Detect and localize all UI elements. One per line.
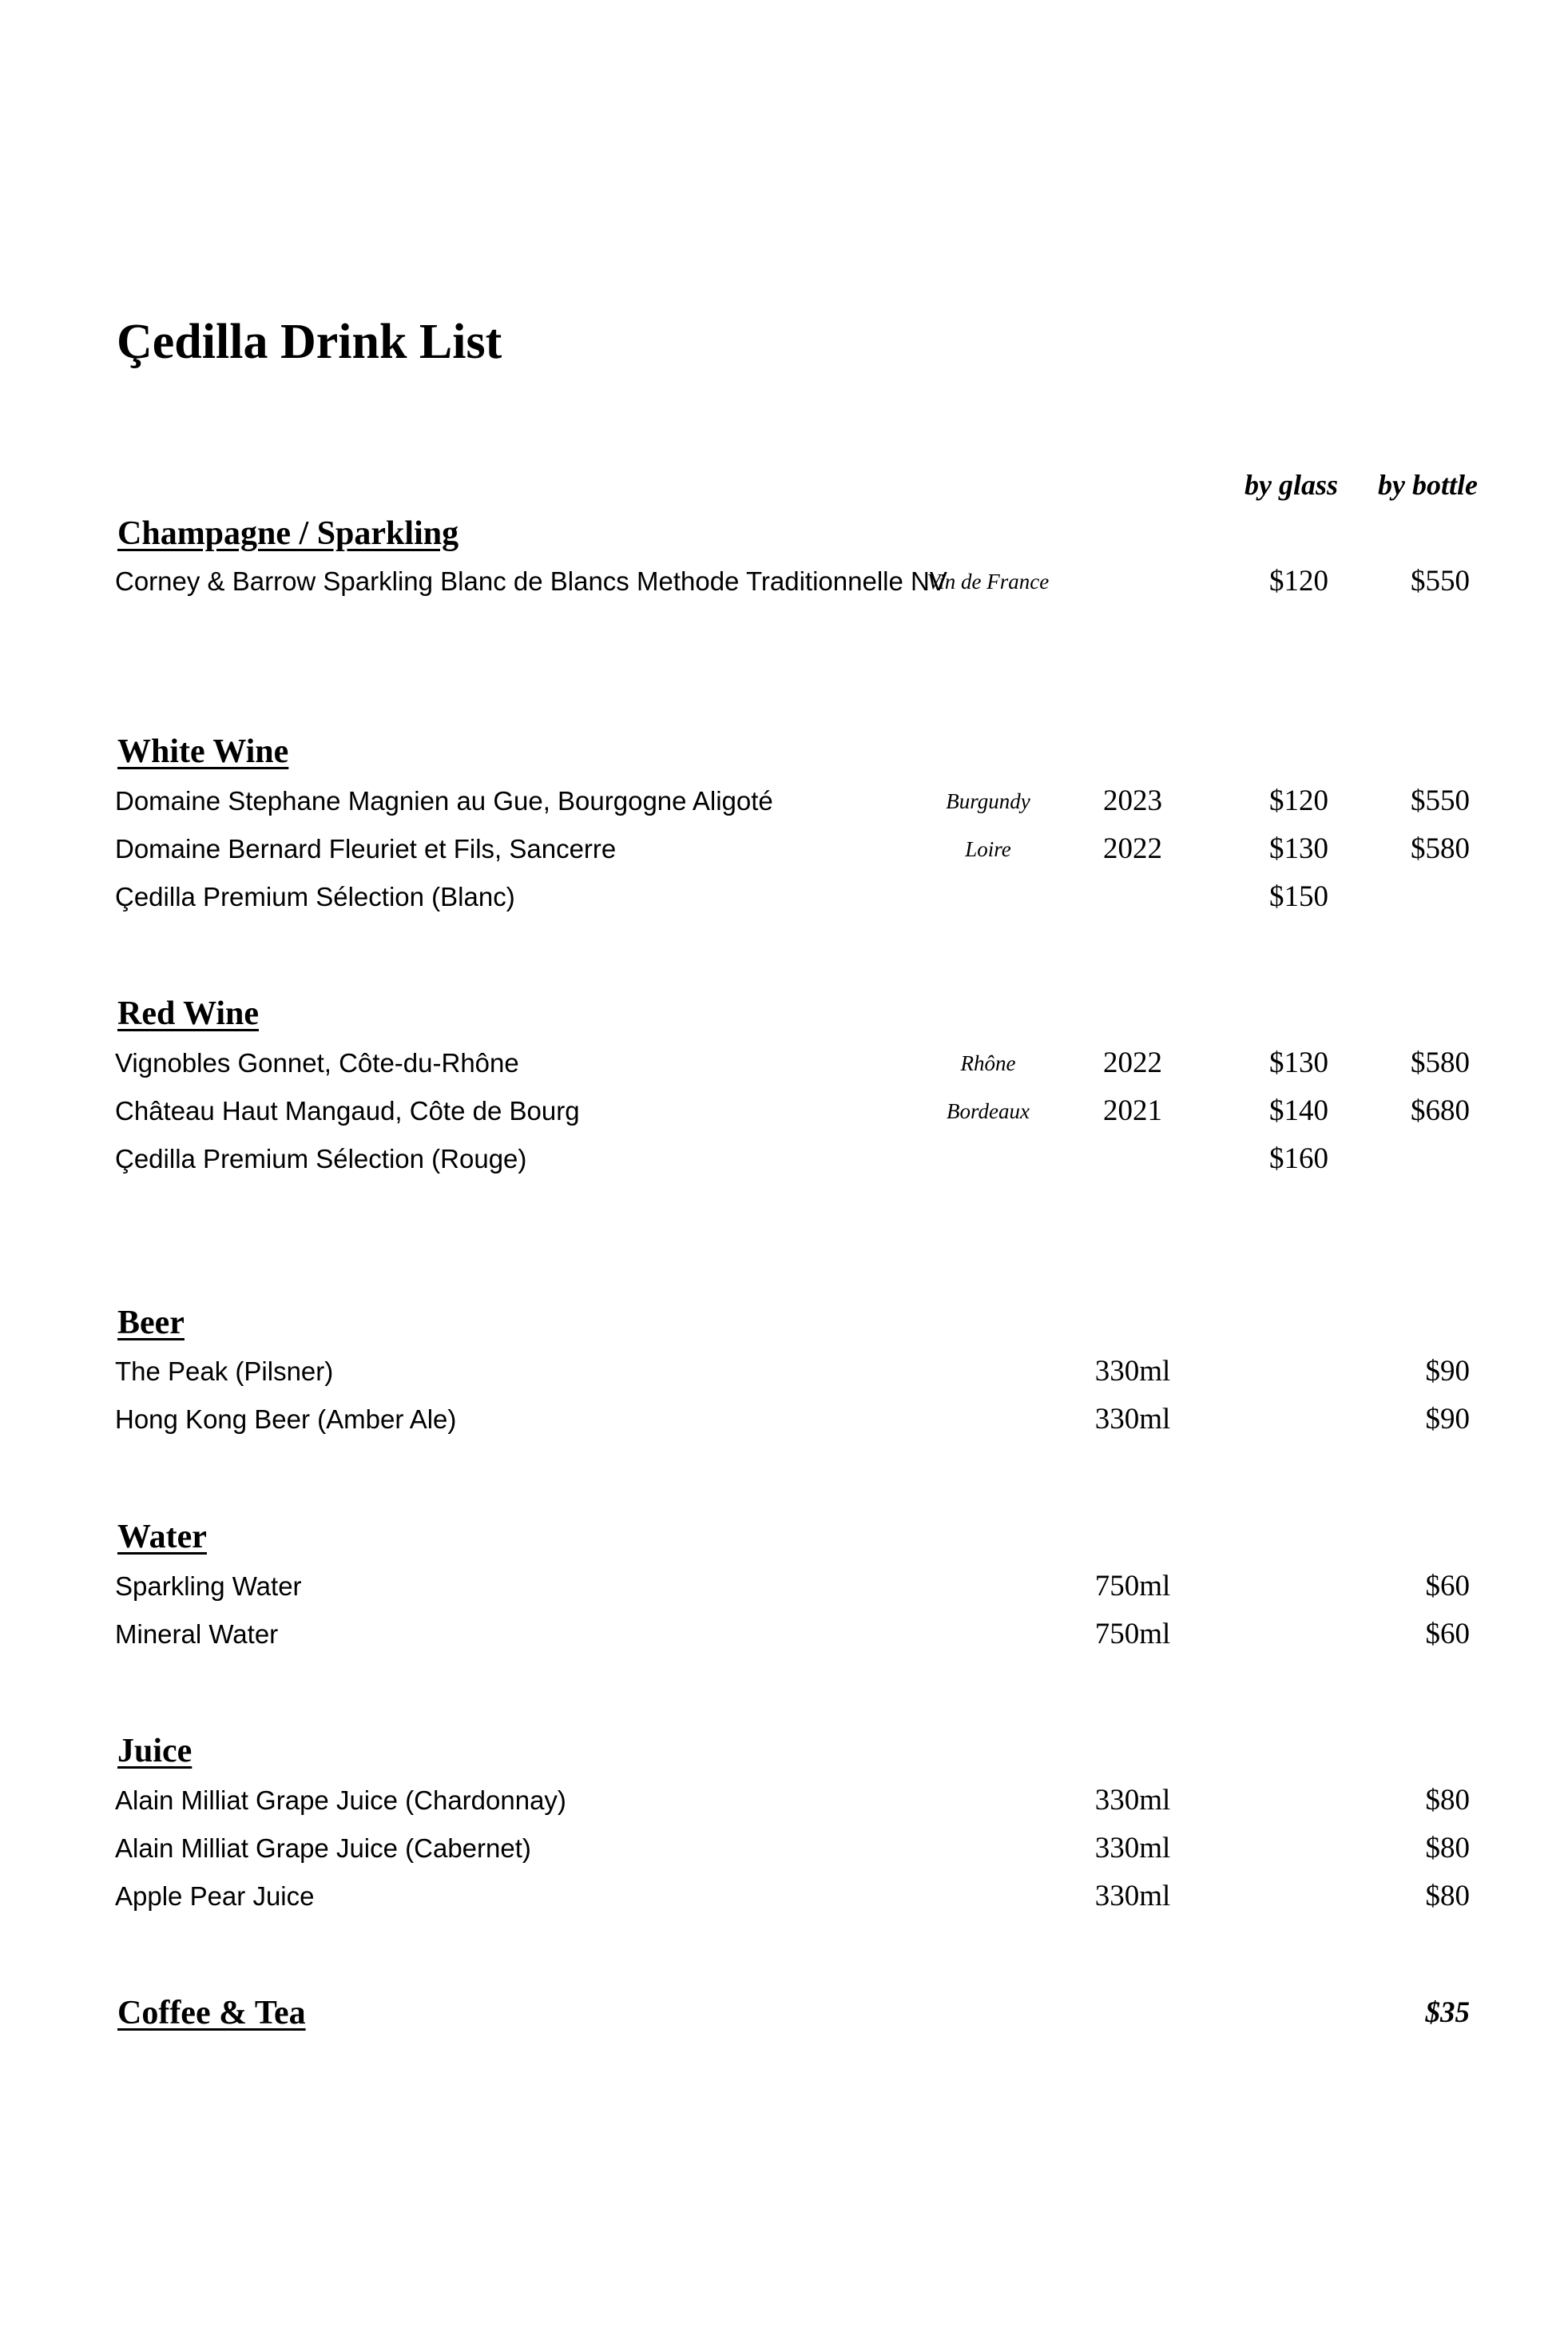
item-name: Domaine Stephane Magnien au Gue, Bourgogne Aligoté <box>115 786 773 816</box>
item-glass-price: $150 <box>1269 880 1328 913</box>
item-region: Vin de France <box>927 570 1050 594</box>
section-heading-coffee-tea: Coffee & Tea <box>117 1995 306 2031</box>
item-glass-price: $140 <box>1269 1094 1328 1127</box>
item-volume: 330ml <box>1094 1880 1171 1912</box>
item-price: $90 <box>1425 1355 1470 1388</box>
item-name: Hong Kong Beer (Amber Ale) <box>115 1404 457 1434</box>
item-name: Domaine Bernard Fleuriet et Fils, Sancerre <box>115 834 617 864</box>
item-glass-price: $130 <box>1269 1046 1328 1079</box>
item-year: 2021 <box>1103 1094 1162 1127</box>
item-name: Vignobles Gonnet, Côte-du-Rhône <box>115 1048 519 1078</box>
item-year: 2023 <box>1103 784 1162 817</box>
item-name: Mineral Water <box>115 1619 279 1649</box>
item-year: 2022 <box>1103 832 1162 865</box>
by-glass-header: by glass <box>1244 469 1338 501</box>
coffee-tea-price: $35 <box>1425 1996 1470 2029</box>
item-bottle-price: $550 <box>1411 784 1470 817</box>
item-price: $80 <box>1425 1832 1470 1865</box>
section-heading-champagne: Champagne / Sparkling <box>117 515 459 552</box>
item-volume: 750ml <box>1094 1570 1171 1602</box>
item-glass-price: $130 <box>1269 832 1328 865</box>
item-volume: 330ml <box>1094 1784 1171 1817</box>
item-volume: 330ml <box>1094 1403 1171 1436</box>
item-price: $80 <box>1425 1880 1470 1912</box>
section-heading-white-wine: White Wine <box>117 733 289 770</box>
section-heading-juice: Juice <box>117 1733 193 1769</box>
item-name: The Peak (Pilsner) <box>115 1356 334 1386</box>
item-bottle-price: $550 <box>1411 565 1470 598</box>
item-name: Sparkling Water <box>115 1571 302 1601</box>
item-volume: 330ml <box>1094 1355 1171 1388</box>
item-region: Rhône <box>960 1051 1016 1075</box>
item-bottle-price: $680 <box>1411 1094 1470 1127</box>
item-price: $60 <box>1425 1618 1470 1650</box>
item-name: Apple Pear Juice <box>115 1881 315 1911</box>
item-name: Çedilla Premium Sélection (Rouge) <box>115 1144 527 1174</box>
item-price: $80 <box>1425 1784 1470 1817</box>
item-region: Loire <box>965 837 1011 861</box>
item-bottle-price: $580 <box>1411 832 1470 865</box>
item-region: Burgundy <box>946 789 1030 813</box>
page-title: Çedilla Drink List <box>117 315 502 369</box>
item-name: Château Haut Mangaud, Côte de Bourg <box>115 1096 580 1126</box>
item-price: $60 <box>1425 1570 1470 1602</box>
item-region: Bordeaux <box>947 1099 1030 1123</box>
item-year: 2022 <box>1103 1046 1162 1079</box>
item-name: Alain Milliat Grape Juice (Cabernet) <box>115 1833 531 1863</box>
item-glass-price: $120 <box>1269 565 1328 598</box>
item-price: $90 <box>1425 1403 1470 1436</box>
item-name: Çedilla Premium Sélection (Blanc) <box>115 882 515 911</box>
by-bottle-header: by bottle <box>1378 469 1478 501</box>
item-volume: 330ml <box>1094 1832 1171 1865</box>
item-name: Alain Milliat Grape Juice (Chardonnay) <box>115 1785 566 1815</box>
section-heading-water: Water <box>117 1519 207 1555</box>
section-heading-beer: Beer <box>117 1305 185 1341</box>
item-glass-price: $160 <box>1269 1142 1328 1175</box>
section-heading-red-wine: Red Wine <box>117 995 259 1032</box>
item-glass-price: $120 <box>1269 784 1328 817</box>
item-name: Corney & Barrow Sparkling Blanc de Blancs Methode Traditionnelle NV <box>115 566 947 596</box>
item-bottle-price: $580 <box>1411 1046 1470 1079</box>
item-volume: 750ml <box>1094 1618 1171 1650</box>
